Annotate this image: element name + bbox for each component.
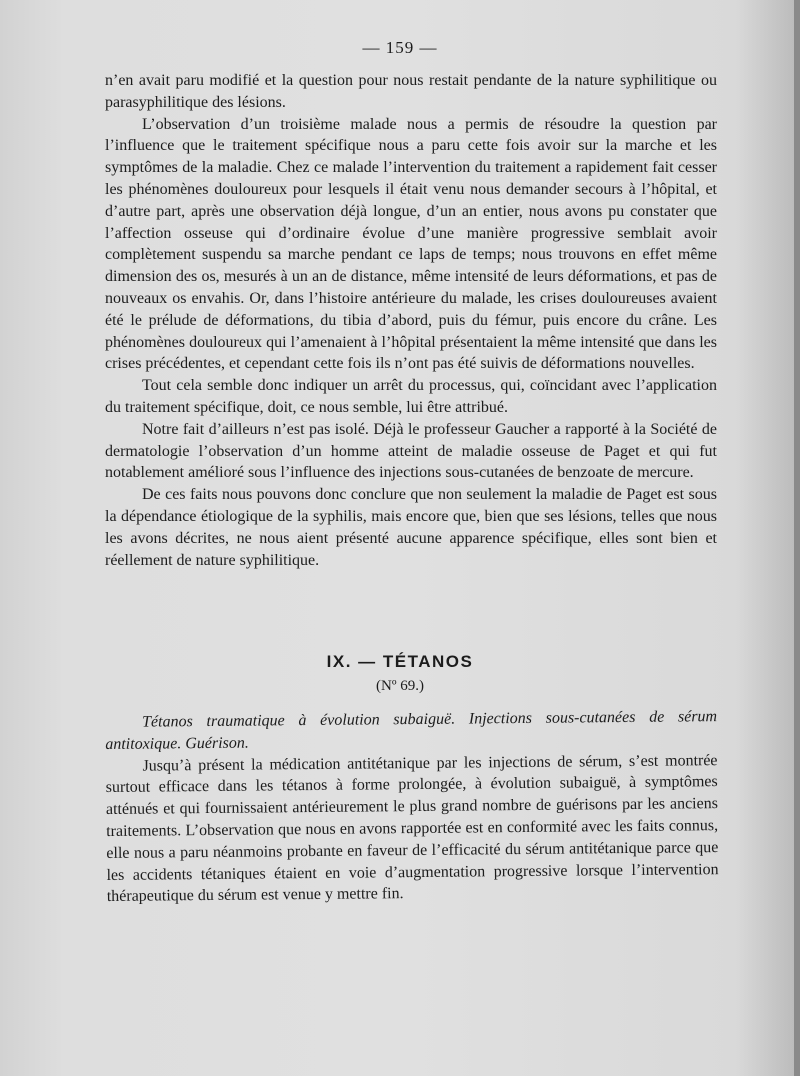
tetanos-text-block [105,706,719,908]
page-spine-edge [794,0,800,1076]
page-number: — 159 — [362,38,438,57]
paragraph-conclusion: De ces faits nous pouvons donc conclure que non seulement la maladie de Paget est sous la dépendance étiologique de la syphilis, mais encore que, bien que ses lésions, telles que nous les avons décrites, ne nous aient présenté aucune apparence spécifique, elles sont bien et réellement de nature syphilitique. [105,486,717,569]
paragraph-third-patient: L’observation d’un troisième malade nous a permis de résoudre la question par l’influence que le traitement spécifique nous a paru cette fois avoir sur la marche et les symptômes de la maladie. Chez ce malade l’intervention du traitement a rapidement fait cesser les phénomènes douloureux pour lesquels il était venu nous demander secours à l’hôpital, et d’autre part, après une observation déjà longue, d’un an entier, nous avons pu constater que l’affection osseuse qui d’ordinaire évolue d’une manière progressive semblait avoir complètement suspendu sa marche pendant ce laps de temps; nous trouvons en effet même dimension des os, mesurés à un an de distance, même intensité de leurs déformations, et pas de nouveaux os envahis. Or, dans l’histoire antérieure du malade, les crises douloureuses avaient été le prélude de déformations, du tibia d’abord, puis du fémur, puis encore du crâne. Les phénomènes douloureux qui l’amenaient à l’hôpital présentaient la même intensité que dans les crises précédentes, et cependant cette fois ils n’ont pas été suivis de déformations nouvelles. [105,115,717,373]
main-text-block [105,70,717,571]
observation-number: (Nº 69.) [376,678,424,694]
paragraph-gaucher: Notre fait d’ailleurs n’est pas isolé. Déjà le professeur Gaucher a rapporté à la Société de dermatologie l’observation d’un homme atteint de maladie osseuse de Paget et qui fut notablement amélioré sous l’influence des injections sous-cutanées de benzoate de mercure. [105,420,717,482]
paragraph-continuation: n’en avait paru modifié et la question pour nous restait pendante de la nature syphilitique ou parasyphilitique des lésions. [105,72,717,111]
section-heading: IX. — TÉTANOS [326,652,474,671]
paragraph-process-arrest: Tout cela semble donc indiquer un arrêt du processus, qui, coïncidant avec l’application du traitement spécifique, doit, ce nous semble, lui être attribué. [105,377,717,416]
observation-title: Tétanos traumatique à évolution subaiguë. Injections sous-cutanées de sérum antitoxique. Guérison. [105,708,718,753]
paragraph-serum: Jusqu’à présent la médication antitétanique par les injections de sérum, s’est montrée surtout efficace dans les tétanos à forme prolongée, à évolution subaiguë, à symptômes atténués et qui fournissaient antérieurement le plus grand nombre de guérisons par les anciens traitements. L’observation que nous en avons rapportée est en conformité avec les faits connus, elle nous a paru néanmoins probante en faveur de l’efficacité du sérum antitétanique parce que les accidents tétaniques étaient en voie d’augmentation progressive lorsque l’intervention thérapeutique du sérum est venue y mettre fin. [105,751,719,906]
